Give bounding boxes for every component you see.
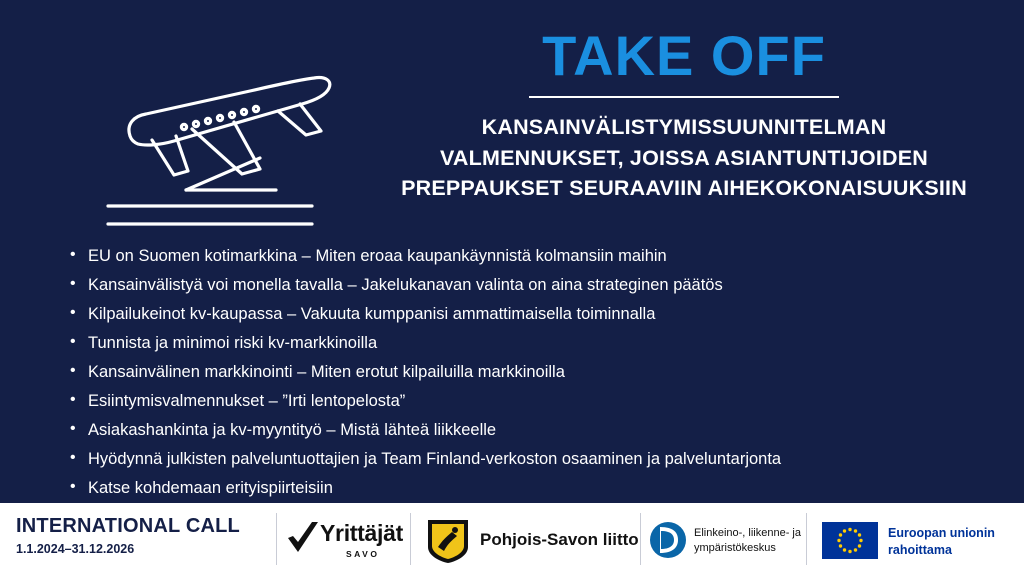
list-item: • Katse kohdemaan erityispiirteisiin	[70, 480, 970, 497]
footer-divider-1	[276, 513, 277, 565]
page-subtitle-line-3: PREPPAUKSET SEURAAVIIN AIHEKOKONAISUUKSIIN	[401, 176, 967, 201]
topic-list	[70, 248, 970, 509]
list-item: • Tunnista ja minimoi riski kv-markkinoilla	[70, 335, 970, 352]
logo-eu-funding	[822, 519, 1018, 563]
page-subtitle-line-1: KANSAINVÄLISTYMISSUUNNITELMAN	[481, 115, 887, 139]
eu-flag-icon	[822, 522, 878, 559]
list-item: • Hyödynnä julkisten palveluntuottajien ja Team Finland-verkoston osaaminen ja palveluntarjonta	[70, 451, 970, 468]
logo-yrittajat-wordmark: Yrittäjät	[320, 520, 403, 546]
logo-pohjois-savon-liitto-text: Pohjois-Savon liitto	[480, 530, 639, 549]
footer-bar	[0, 503, 1024, 576]
title-divider	[529, 96, 839, 98]
list-item: • Asiakashankinta ja kv-myyntityö – Mistä lähteä liikkeelle	[70, 422, 970, 439]
coat-of-arms-icon	[424, 517, 472, 565]
header-section	[0, 0, 1024, 240]
page-title: TAKE OFF	[542, 24, 826, 87]
footer-divider-4	[806, 513, 807, 565]
logo-yrittajat	[286, 520, 446, 564]
logo-ely-text	[694, 526, 801, 556]
call-title: INTERNATIONAL CALL	[16, 515, 240, 537]
international-call-block	[16, 516, 240, 556]
list-item: • Kansainvälistyä voi monella tavalla – Jakelukanavan valinta on aina strateginen päätös	[70, 277, 970, 294]
footer-divider-3	[640, 513, 641, 565]
list-item: • Kilpailukeinot kv-kaupassa – Vakuuta kumppanisi ammattimaisella toiminnalla	[70, 306, 970, 323]
checkmark-logo-icon	[286, 520, 320, 560]
ely-circle-icon	[648, 519, 688, 561]
list-item: • Kansainvälinen markkinointi – Miten erotut kilpailuilla markkinoilla	[70, 364, 970, 381]
logo-ely-keskus	[648, 519, 828, 563]
logo-ely-line-1: Elinkeino-, liikenne- ja	[694, 527, 801, 539]
logo-yrittajat-region: SAVO	[346, 549, 380, 559]
list-item: • EU on Suomen kotimarkkina – Miten eroaa kaupankäynnistä kolmansiin maihin	[70, 248, 970, 265]
logo-ely-line-2: ympäristökeskus	[694, 541, 776, 554]
logo-pohjois-savon-liitto	[424, 517, 639, 565]
title-block	[360, 24, 1008, 204]
airplane-takeoff-icon	[100, 28, 380, 228]
footer-divider-2	[410, 513, 411, 565]
logo-eu-text	[888, 525, 995, 559]
list-item: • Esiintymisvalmennukset – ”Irti lentopelosta”	[70, 393, 970, 410]
call-dates: 1.1.2024–31.12.2026	[16, 542, 135, 556]
logo-eu-line-2: rahoittama	[888, 542, 952, 557]
page-subtitle-line-2: VALMENNUKSET, JOISSA ASIANTUNTIJOIDEN	[439, 145, 928, 170]
logo-eu-line-1: Euroopan unionin	[888, 526, 995, 540]
